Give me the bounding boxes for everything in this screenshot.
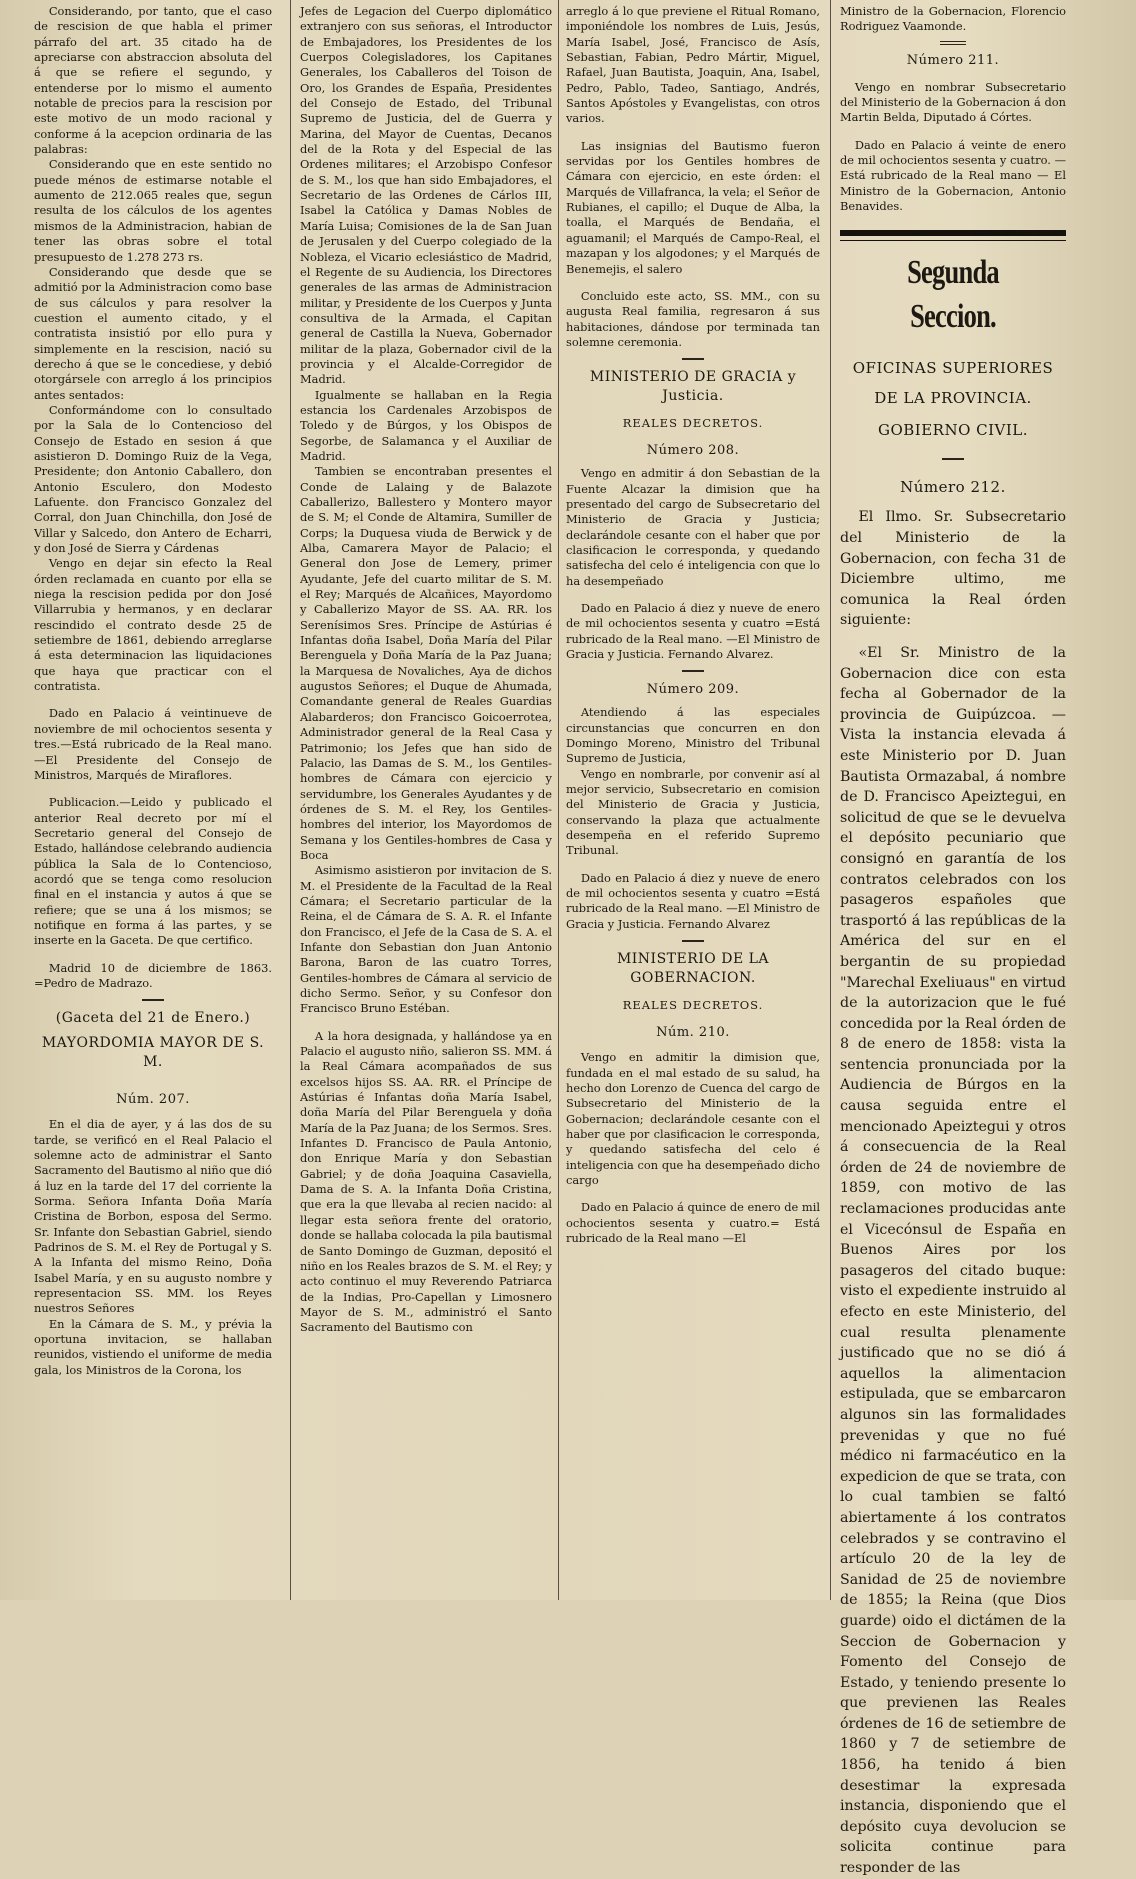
paragraph: arreglo á lo que previene el Ritual Romano, imponiéndole los nombres de Luis, Jesús, María Isabel, José, Francisco de Asís, Sebastian, Fabian, Pedro Mártir, Miguel, Rafael, Juan Bautista, Joaquin, Ana, Isabel, Pedro, Pablo, Tadeo, Santiago, Andrés, Santos Apóstoles y Evangelistas, con otros varios.	[566, 4, 820, 126]
paragraph: Considerando que desde que se admitió por la Administracion como base de sus cálculos y para resolver la cuestion el aumento citado, y el contratista insistió por ello pura y simplemente en la rescision, nació su derecho á que se le concediese, y debió otorgársele con arreglo á los principios antes sentados:	[34, 264, 272, 402]
decree-number: Número 211.	[906, 52, 1000, 68]
section-separator	[940, 41, 966, 45]
paragraph: Atendiendo á las especiales circunstancias que concurren en don Domingo Moreno, Ministro del Tribunal Supremo de Justicia,	[566, 705, 820, 766]
column-divider	[290, 0, 291, 1600]
section-rule	[840, 230, 1066, 236]
paragraph: Vengo en admitir á don Sebastian de la Fuente Alcazar la dimision que ha presentado del cargo de Subsecretario del Ministerio de Gracia y Justicia; declarándole cesante con el haber que por clasificacion le corresponda, y quedando satisfecha del celo é inteligencia con que lo ha desempeñado	[566, 466, 820, 588]
column-4	[840, 0, 1066, 1879]
section-separator	[682, 358, 704, 360]
decree-number: Núm. 207.	[116, 1092, 190, 1108]
section-separator	[142, 999, 164, 1001]
paragraph: «El Sr. Ministro de la Gobernacion dice con esta fecha al Gobernador de la provincia de Guipúzcoa. —Vista la instancia elevada á este Ministerio por D. Juan Bautista Ormazabal, á nombre de D. Francisco Apeiztegui, en solicitud de que se le devuelva el depósito pecuniario que consignó en garantía de los contratos celebrados con los pasageros españoles que trasportó á las repúblicas de la América del sur en el bergantin de su propiedad "Marechal Exeliuaus" en virtud de la autorizacion que le fué concedida por la Real órden de 8 de enero de 1858: vista la sentencia pronunciada por la Audiencia de Búrgos en la causa seguida entre el mencionado Apeiztegui y otros á consecuencia de la Real órden de 24 de noviembre de 1859, con motivo de las reclamaciones producidas ante el Vicecónsul de España en Buenos Aires por los pasageros del citado buque: visto el expediente instruido al efecto en este Ministerio, del cual resulta plenamente justificado que no se dió á aquellos la alimentacion estipulada, que se embarcaron algunos sin las formalidades prevenidas y que no fué médico ni farmacéutico en la expedicion de que se trata, con lo cual tambien se faltó abiertamente á los contratos celebrados y se contravino el artículo 20 de la ley de Sanidad de 25 de noviembre de 1855; la Reina (que Dios guarde) oido el dictámen de la Seccion de Gobernacion y Fomento del Consejo de Estado, y teniendo presente lo que previenen las Reales órdenes de 16 de setiembre de 1860 y 7 de setiembre de 1856, ha tenido á bien desestimar la expresada instancia, disponiendo que el depósito cuya devolucion se solicita continue para responder de las	[840, 645, 1066, 1877]
ministry-heading: MINISTERIO DE GRACIA y Justicia.	[589, 369, 797, 405]
decree-number: Número 209.	[646, 682, 740, 698]
decree-number: Núm. 210.	[656, 1025, 730, 1041]
section-separator	[942, 458, 964, 460]
column-divider	[830, 0, 831, 1600]
gobierno-heading: GOBIERNO CIVIL.	[877, 421, 1029, 440]
paragraph: Vengo en dejar sin efecto la Real órden reclamada en cuanto por ella se niega la rescision pedida por don José Villarrubia y hermanos, y en declarar rescindido el contrato desde 25 de setiembre de 1861, debiendo arreglarse á esta determinacion las liquidaciones que haya que practicar con el contratista.	[34, 556, 272, 694]
paragraph: Asimismo asistieron por invitacion de S. M. el Presidente de la Facultad de la Real Cámara; el Secretario particular de la Reina, el de Cámara de S. A. R. el Infante don Francisco, el Jefe de la Casa de S. A. el Infante don Sebastian don Juan Antonio Barona, Baron de las cuatro Torres, Gentiles-hombres de Cámara al servicio de dicho Sermo. Señor, y su Confesor don Francisco Bruno Estéban.	[300, 863, 552, 1016]
column-1	[34, 0, 272, 1378]
paragraph: A la hora designada, y hallándose ya en Palacio el augusto niño, salieron SS. MM. á la Real Cámara acompañados de sus excelsos hijos SS. AA. RR. el Príncipe de Astúrias é Infantas doña María Isabel, doña María del Pilar Berenguela y doña María de la Paz Juana; de los Sermos. Sres. Infantes D. Francisco de Paula Antonio, don Enrique María y don Sebastian Gabriel; y de doña Joaquina Casaviella, Dama de S. A. la Infanta Doña Cristina, que era la que llevaba al recien nacido: al llegar esta señora frente del oratorio, donde se hallaba colocada la pila bautismal de Santo Domingo de Guzman, depositó el niño en los Reales brazos de S. M. el Rey; y acto continuo el muy Reverendo Patriarca de la Indias, Pro-Capellan y Limosnero Mayor de S. M., administró el Santo Sacramento del Bautismo con	[300, 1028, 552, 1335]
paragraph: Concluido este acto, SS. MM., con su augusta Real familia, regresaron á sus habitaciones, dándose por terminada tan solemne ceremonia.	[566, 288, 820, 349]
paragraph: Considerando que en este sentido no puede ménos de estimarse notable el aumento de 212.065 reales que, segun resulta de los cálculos de los agentes mismos de la Administracion, habian de tener las obras sobre el total presupuesto de 1.278 273 rs.	[34, 157, 272, 264]
paragraph: En el dia de ayer, y á las dos de su tarde, se verificó en el Real Palacio el solemne acto de administrar el Santo Sacramento del Bautismo al niño que dió á luz en la tarde del 17 del corriente la Sorma. Señora Infanta Doña María Cristina de Borbon, esposa del Sermo. Sr. Infante don Sebastian Gabriel, siendo Padrinos de S. M. el Rey de Portugal y S. A la Infanta del mismo Reino, Doña Isabel María, y en su augusto nombre y representacion SS. MM. los Reyes nuestros Señores	[34, 1117, 272, 1316]
paragraph: El Ilmo. Sr. Subsecretario del Ministerio de la Gobernacion, con fecha 31 de Diciembre ultimo, me comunica la Real órden siguiente:	[840, 509, 1066, 629]
paragraph: Publicacion.—Leido y publicado el anterior Real decreto por mí el Secretario general del Consejo de Estado, hallándose celebrando audiencia pública la Sala de lo Contencioso, acordó que se tenga como resolucion final en el instancia y autos á que se refiere; que se una á los mismos; se notifique en forma á las partes, y se inserte en la Gaceta. De que certifico.	[34, 795, 272, 948]
gaceta-date: (Gaceta del 21 de Enero.)	[55, 1010, 251, 1027]
column-3	[566, 0, 820, 1246]
column-2	[300, 0, 552, 1336]
section-heading: MAYORDOMIA MAYOR DE S. M.	[41, 1035, 265, 1071]
column-divider	[558, 0, 559, 1600]
decree-number: Número 208.	[646, 443, 740, 459]
ministry-heading: MINISTERIO DE LA GOBERNACION.	[616, 951, 770, 987]
paragraph: En la Cámara de S. M., y prévia la oportuna invitacion, se hallaban reunidos, vistiendo el uniforme de media gala, los Ministros de la Corona, los	[34, 1316, 272, 1377]
subsection-heading: REALES DECRETOS.	[622, 998, 764, 1013]
signature-block: Dado en Palacio á veinte de enero de mil ochocientos sesenta y cuatro. —Está rubricado de la Real mano — El Ministro de la Gobernacion, Antonio Benavides.	[840, 137, 1066, 214]
signature-block: Dado en Palacio á quince de enero de mil ochocientos sesenta y cuatro.= Está rubricado de la Real mano —El	[566, 1200, 820, 1245]
paragraph: Vengo en nombrarle, por convenir así al mejor servicio, Subsecretario en comision del Ministerio de Gracia y Justicia, conservando la plaza que actualmente desempeña en el referido Supremo Tribunal.	[566, 766, 820, 858]
paragraph: Jefes de Legacion del Cuerpo diplomático extranjero con sus señoras, el Introductor de Embajadores, los Presidentes de los Cuerpos Colegisladores, los Capitanes Generales, los Caballeros del Toison de Oro, los Grandes de España, Presidentes del Consejo de Estado, del Tribunal Supremo de Justicia, del de Guerra y Marina, del Mayor de Cuentas, Decanos del de la Rota y del Especial de las Ordenes militares; el Arzobispo Confesor de S. M., los que han sido Embajadores, el Secretario de las Ordenes de Cárlos III, Isabel la Católica y Damas Nobles de María Luisa; Comisiones de la de San Juan de Jerusalen y del Cuerpo colegiado de la Nobleza, el Vicario eclesiástico de Madrid, el Regente de su Audiencia, los Directores generales de las armas de Administracion militar, y Presidente de los Cuerpos y Junta consultiva de la Armada, el Capitan general de Castilla la Nueva, Gobernador militar de la plaza, Gobernador civil de la provincia y el Alcalde-Corregidor de Madrid.	[300, 4, 552, 387]
paragraph: Igualmente se hallaban en la Regia estancia los Cardenales Arzobispos de Toledo y de Búrgos, y los Obispos de Segorbe, de Salamanca y el Auxiliar de Madrid.	[300, 387, 552, 463]
section-rule	[840, 240, 1066, 241]
paragraph: Conformándome con lo consultado por la Sala de lo Contencioso del Consejo de Estado en sesion á que asistieron D. Domingo Ruiz de la Vega, Presidente; don Antonio Caballero, don Antonio Esculero, don Modesto Lafuente. don Francisco Gonzalez del Corral, don Juan Chinchilla, don José de Villar y Salcedo, don Antero de Echarri, y don José de Sierra y Cárdenas	[34, 402, 272, 556]
paragraph: Considerando, por tanto, que el caso de rescision de que habla el primer párrafo del art. 35 citado ha de apreciarse con abstraccion absoluta del á que se refiere el segundo, y entenderse por lo mismo el aumento notable de precios para la rescision por este motivo de un modo racional y conforme á la acepcion ordinaria de las palabras:	[34, 4, 272, 157]
paragraph: Vengo en admitir la dimision que, fundada en el mal estado de su salud, ha hecho don Lorenzo de Cuenca del cargo de Subsecretario del Ministerio de la Gobernacion; declarándole cesante con el haber que por clasificacion le corresponda, y quedando satisfecha del celo é inteligencia con que ha desempeñado dicho cargo	[566, 1050, 820, 1187]
section-separator	[682, 670, 704, 672]
date-signature: Madrid 10 de diciembre de 1863. =Pedro de Madrazo.	[34, 960, 272, 990]
signature-block: Dado en Palacio á diez y nueve de enero de mil ochocientos sesenta y cuatro =Está rubricado de la Real mano. —El Ministro de Gracia y Justicia. Fernando Alvarez	[566, 870, 820, 931]
subsection-heading: REALES DECRETOS.	[622, 416, 764, 431]
paragraph: Las insignias del Bautismo fueron servidas por los Gentiles hombres de Cámara con ejercicio, en este órden: el Marqués de Villafranca, la vela; el Señor de Rubianes, el capillo; el Duque de Alba, la toalla, el Marqués de Bendaña, el aguamanil; el Marqués de Campo-Real, el mazapan y los algodones; y el Marqués de Benemejis, el salero	[566, 138, 820, 276]
offices-heading: OFICINAS SUPERIORES DE LA PROVINCIA.	[852, 359, 1054, 408]
section-separator	[682, 940, 704, 942]
decree-number: Número 212.	[900, 478, 1006, 497]
signature-block: Ministro de la Gobernacion, Florencio Rodriguez Vaamonde.	[840, 4, 1066, 34]
paragraph: Tambien se encontraban presentes el Conde de Lalaing y de Balazote Caballerizo, Ballestero y Montero mayor de S. M; el Conde de Altamira, Sumiller de Corps; la Duquesa viuda de Berwick y de Alba, Camarera Mayor de Palacio; el General don Jose de Lemery, primer Ayudante, Jefe del cuarto militar de S. M. el Rey; Marqués de Alcañices, Mayordomo y Caballerizo Mayor de SS. AA. RR. los Serenísimos Sres. Príncipe de Astúrias é Infantas doña Isabel, Doña María del Pilar Berenguela y Doña María de la Paz Juana; la Marquesa de Novaliches, Aya de dichos augustos Señores; el Duque de Ahumada, Comandante general de Reales Guardias Alabarderos; don Francisco Goicoerrotea, Administrador general de la Real Casa y Patrimonio; los Jefes que han sido de Palacio, las Damas de S. M., los Gentiles-hombres de Cámara con ejercicio y servidumbre, los Generales Ayudantes y de órdenes de S. M. el Rey, los Gentiles-hombres del interior, los Mayordomos de Semana y los Gentiles-hombres de Casa y Boca	[300, 464, 552, 862]
signature-block: Dado en Palacio á diez y nueve de enero de mil ochocientos sesenta y cuatro =Está rubricado de la Real mano. —El Ministro de Gracia y Justicia. Fernando Alvarez.	[566, 600, 820, 661]
signature-block: Dado en Palacio á veintinueve de noviembre de mil ochocientos sesenta y tres.—Está rubricado de la Real mano. —El Presidente del Consejo de Ministros, Marqués de Miraflores.	[34, 706, 272, 782]
section-title: Segunda Seccion.	[907, 254, 999, 336]
paragraph: Vengo en nombrar Subsecretario del Ministerio de la Gobernacion á don Martin Belda, Diputado á Córtes.	[840, 79, 1066, 125]
